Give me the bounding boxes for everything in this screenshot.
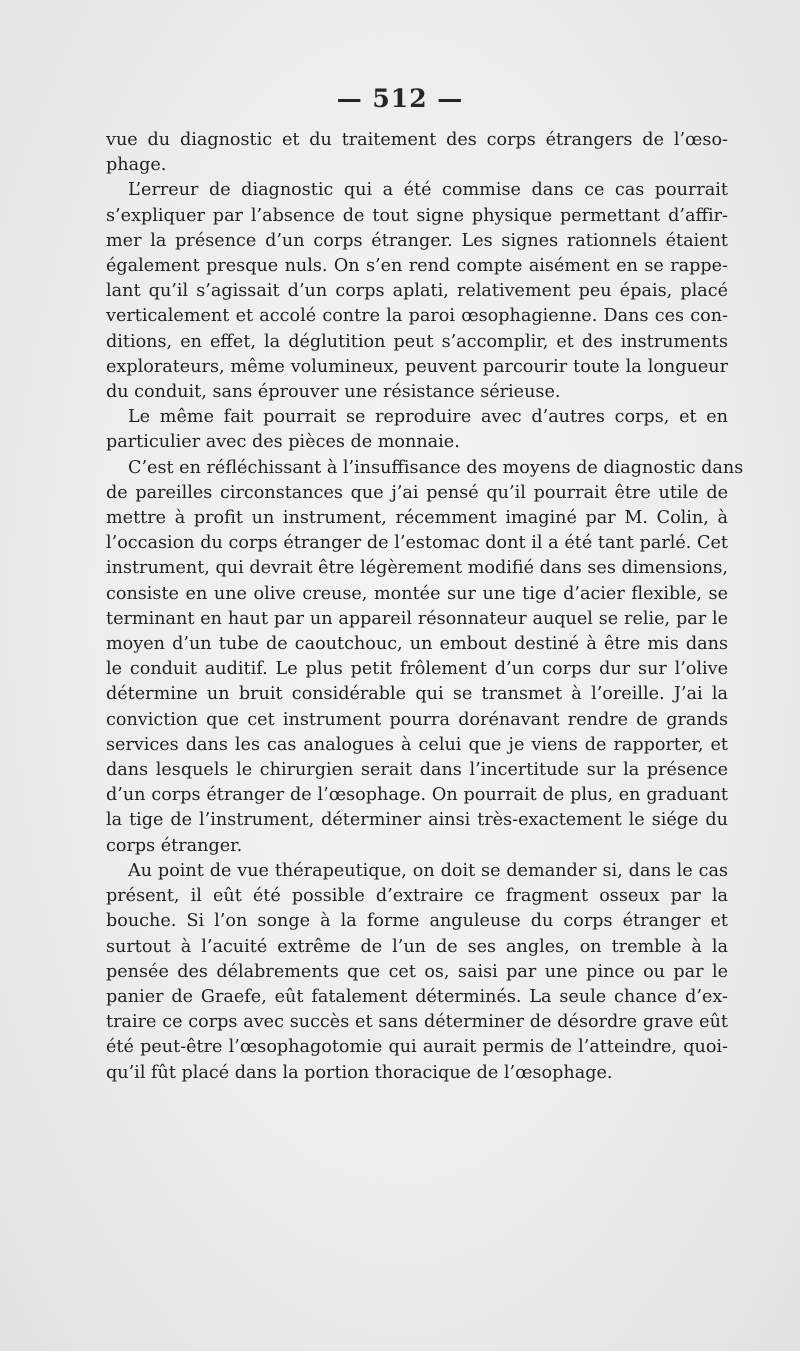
body-text <box>106 128 744 1086</box>
page-number: — 512 — <box>336 84 464 113</box>
paragraph <box>106 178 728 405</box>
text-line: été peut-être l’œsophagotomie qui aurait permis de l’atteindre, quoi- <box>106 1037 728 1058</box>
text-line: panier de Graefe, eût fatalement déterminés. La seule chance d’ex- <box>106 986 728 1007</box>
text-line: dans lesquels le chirurgien serait dans l’incertitude sur la présence <box>106 760 728 781</box>
paragraph <box>106 859 728 1086</box>
text-line: mettre à profit un instrument, récemment imaginé par M. Colin, à <box>106 508 728 529</box>
text-line: s’expliquer par l’absence de tout signe physique permettant d’affir- <box>106 205 728 226</box>
text-line: conviction que cet instrument pourra dorénavant rendre de grands <box>106 709 728 730</box>
text-line: services dans les cas analogues à celui que je viens de rapporter, et <box>106 734 728 755</box>
text-line: vue du diagnostic et du traitement des corps étrangers de l’œso- <box>106 130 728 150</box>
text-line: le conduit auditif. Le plus petit frôlement d’un corps dur sur l’olive <box>106 659 728 680</box>
text-line: explorateurs, même volumineux, peuvent parcourir toute la longueur <box>106 356 728 377</box>
text-line: terminant en haut par un appareil résonnateur auquel se relie, par le <box>106 608 728 629</box>
text-line: surtout à l’acuité extrême de l’un de ses angles, on tremble à la <box>106 936 728 957</box>
text-line: de pareilles circonstances que j’ai pensé qu’il pourrait être utile de <box>106 482 728 503</box>
text-line: qu’il fût placé dans la portion thoracique de l’œsophage. <box>106 1062 613 1083</box>
text-line: Le même fait pourrait se reproduire avec d’autres corps, et en <box>128 407 728 428</box>
text-line: détermine un bruit considérable qui se transmet à l’oreille. J’ai la <box>106 684 728 705</box>
paragraph <box>106 456 744 859</box>
text-line: consiste en une olive creuse, montée sur une tige d’acier flexible, se <box>106 583 728 604</box>
text-line: moyen d’un tube de caoutchouc, un embout destiné à être mis dans <box>106 634 728 655</box>
text-line: l’occasion du corps étranger de l’estomac dont il a été tant parlé. Cet <box>106 533 728 554</box>
text-line: présent, il eût été possible d’extraire ce fragment osseux par la <box>106 886 728 907</box>
text-line: ditions, en effet, la déglutition peut s’accomplir, et des instruments <box>106 331 728 352</box>
text-line: bouche. Si l’on songe à la forme anguleuse du corps étranger et <box>106 911 728 932</box>
text-line: particulier avec des pièces de monnaie. <box>106 432 460 453</box>
text-line: C’est en réfléchissant à l’insuffisance des moyens de diagnostic dans <box>128 457 744 478</box>
text-line: instrument, qui devrait être légèrement modifié dans ses dimensions, <box>106 558 728 579</box>
paragraph <box>106 405 728 455</box>
paragraph <box>106 128 728 178</box>
text-line: d’un corps étranger de l’œsophage. On pourrait de plus, en graduant <box>106 785 728 806</box>
text-line: du conduit, sans éprouver une résistance sérieuse. <box>106 382 561 403</box>
text-line: traire ce corps avec succès et sans déterminer de désordre grave eût <box>106 1012 728 1033</box>
text-line: pensée des délabrements que cet os, saisi par une pince ou par le <box>106 961 728 982</box>
text-line: phage. <box>106 155 167 176</box>
text-line: la tige de l’instrument, déterminer ainsi très-exactement le siége du <box>106 810 728 831</box>
text-line: mer la présence d’un corps étranger. Les signes rationnels étaient <box>106 230 728 251</box>
text-line: Au point de vue thérapeutique, on doit se demander si, dans le cas <box>128 860 728 881</box>
text-line: également presque nuls. On s’en rend compte aisément en se rappe- <box>106 256 728 277</box>
text-line: lant qu’il s’agissait d’un corps aplati, relativement peu épais, placé <box>106 281 728 302</box>
text-line: L’erreur de diagnostic qui a été commise dans ce cas pourrait <box>128 180 728 201</box>
text-line: verticalement et accolé contre la paroi œsophagienne. Dans ces con- <box>106 306 728 327</box>
text-line: corps étranger. <box>106 835 243 856</box>
